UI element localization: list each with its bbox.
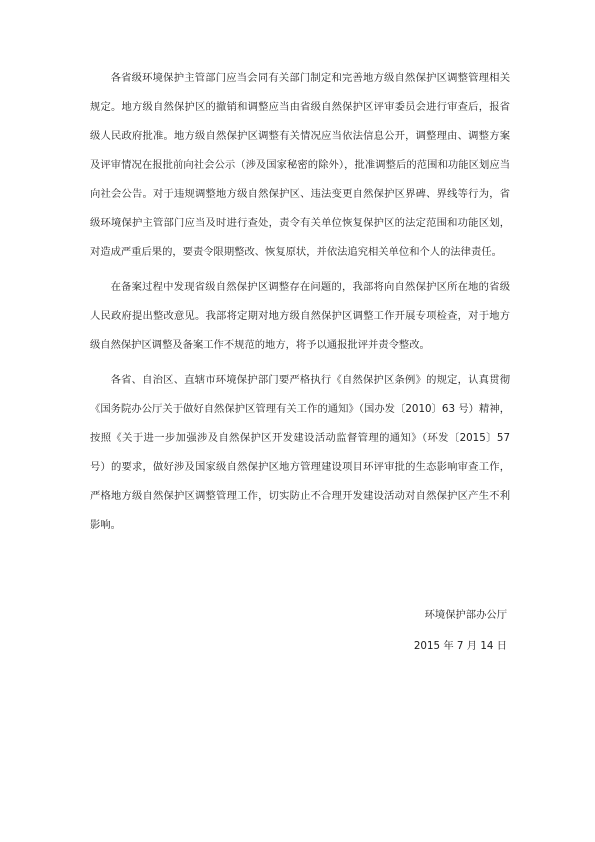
paragraph-2: 在备案过程中发现省级自然保护区调整存在问题的，我部将向自然保护区所在地的省级人民政府提出整改意见。我部将定期对地方级自然保护区调整工作开展专项检查，对于地方级自然保护区调整及备案工作不规范的地方，将予以通报批评并责令整改。 <box>90 281 510 351</box>
signature-block <box>414 600 507 662</box>
paragraph-3: 各省、自治区、直辖市环境保护部门要严格执行《自然保护区条例》的规定，认真贯彻《国务院办公厅关于做好自然保护区管理有关工作的通知》（国办发〔2010〕63 号）精神，按照《关于进一步加强涉及自然保护区开发建设活动监督管理的通知》（环发〔2015〕57 号）的要求，做好涉及国家级自然保护区地方管理建设项目环评审批的生态影响审查工作，严格地方级自然保护区调整管理工作，切实防止不合理开发建设活动对自然保护区产生不利影响。 <box>90 374 510 531</box>
paragraph-1: 各省级环境保护主管部门应当会同有关部门制定和完善地方级自然保护区调整管理相关规定。地方级自然保护区的撤销和调整应当由省级自然保护区评审委员会进行审查后，报省级人民政府批准。地方级自然保护区调整有关情况应当依法信息公开，调整理由、调整方案及评审情况在报批前向社会公示（涉及国家秘密的除外），批准调整后的范围和功能区划应当向社会公告。对于违规调整地方级自然保护区、违法变更自然保护区界碑、界线等行为，省级环境保护主管部门应当及时进行查处，责令有关单位恢复保护区的法定范围和功能区划，对造成严重后果的，要责令限期整改、恢复原状，并依法追究相关单位和个人的法律责任。 <box>90 72 510 258</box>
document-body <box>90 64 510 546</box>
issuer-name: 环境保护部办公厅 <box>424 609 507 621</box>
issue-date: 2015 年 7 月 14 日 <box>413 640 507 652</box>
